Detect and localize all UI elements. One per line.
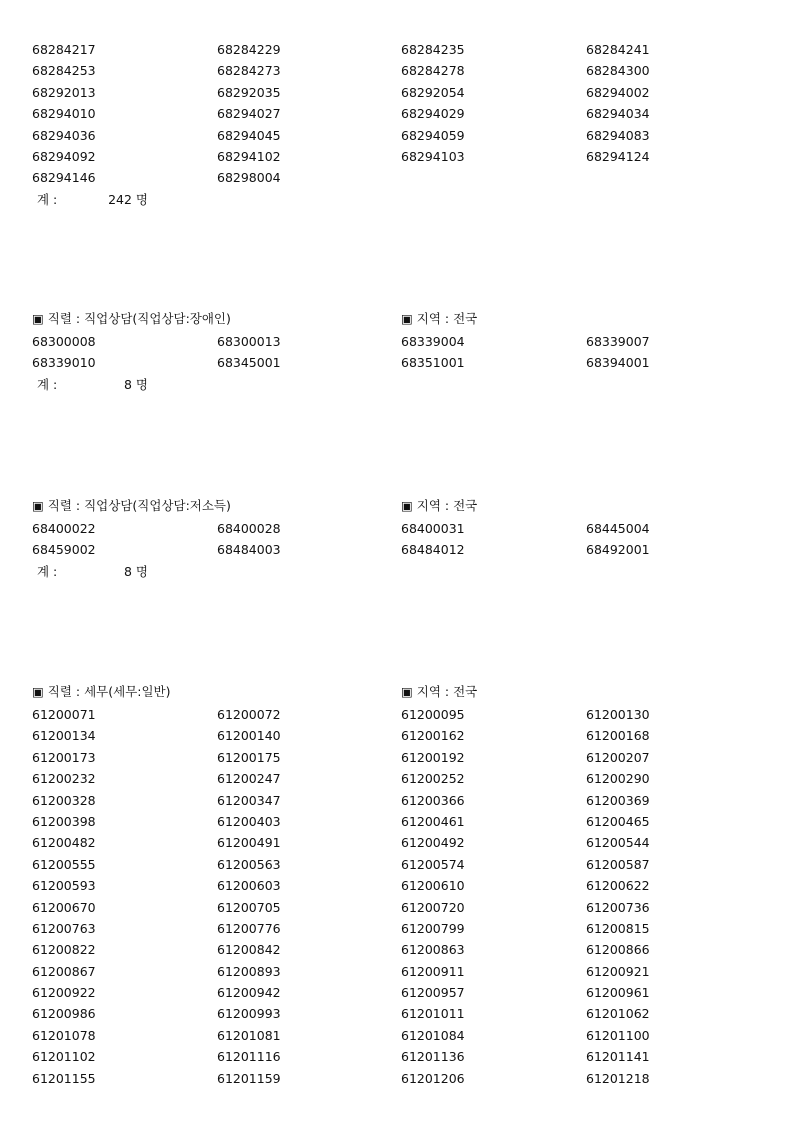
code-cell: 61200799 xyxy=(401,920,465,936)
code-cell: 61200232 xyxy=(32,771,96,787)
code-cell: 68445004 xyxy=(586,521,650,536)
total-row xyxy=(0,374,793,395)
table-row xyxy=(0,167,793,188)
code-cell: 61200162 xyxy=(401,728,465,744)
code-list xyxy=(0,331,793,374)
code-cell: 61200776 xyxy=(217,920,281,936)
code-cell: 68284300 xyxy=(586,63,650,79)
code-cell: 61201159 xyxy=(217,1070,281,1086)
code-cell: 68284241 xyxy=(586,42,650,57)
code-cell: 68284235 xyxy=(401,42,465,57)
code-cell: 61200911 xyxy=(401,963,465,979)
code-cell: 61200705 xyxy=(217,899,281,915)
code-cell: 61200134 xyxy=(32,728,96,744)
code-cell: 61200140 xyxy=(217,728,281,744)
code-cell: 61200072 xyxy=(217,707,281,722)
code-cell: 68294103 xyxy=(401,148,465,164)
total-row xyxy=(0,189,793,210)
code-cell: 61201116 xyxy=(217,1049,281,1065)
code-cell: 61200461 xyxy=(401,813,465,829)
code-cell: 68400022 xyxy=(32,521,96,536)
code-cell: 61200403 xyxy=(217,813,281,829)
code-cell: 61200095 xyxy=(401,707,465,722)
code-cell: 61200247 xyxy=(217,771,281,787)
code-cell: 61200863 xyxy=(401,942,465,958)
code-cell: 61200168 xyxy=(586,728,650,744)
code-list xyxy=(0,39,793,189)
code-cell: 61200544 xyxy=(586,835,650,851)
category-label: ▣ 직렬 : 직업상담(직업상담:저소득) xyxy=(32,498,231,513)
code-cell: 68294045 xyxy=(217,127,281,143)
code-cell: 61201011 xyxy=(401,1006,465,1022)
code-cell: 68294027 xyxy=(217,106,281,122)
code-cell: 61200720 xyxy=(401,899,465,915)
table-row xyxy=(0,82,793,103)
code-cell: 68294146 xyxy=(32,170,96,186)
code-cell: 68345001 xyxy=(217,355,281,371)
total-label: 계 : xyxy=(37,191,58,207)
section-header xyxy=(0,680,793,704)
table-row xyxy=(0,982,793,1003)
code-cell: 68484012 xyxy=(401,542,465,558)
code-cell: 61200366 xyxy=(401,792,465,808)
code-cell: 68394001 xyxy=(586,355,650,371)
category-label: ▣ 직렬 : 직업상담(직업상담:장애인) xyxy=(32,311,231,326)
code-cell: 68339004 xyxy=(401,334,465,349)
code-cell: 68294124 xyxy=(586,148,650,164)
code-cell: 68294010 xyxy=(32,106,96,122)
code-cell: 61201081 xyxy=(217,1027,281,1043)
code-cell: 61200961 xyxy=(586,985,650,1001)
code-cell: 61200207 xyxy=(586,749,650,765)
code-cell: 61201155 xyxy=(32,1070,96,1086)
code-cell: 68339007 xyxy=(586,334,650,349)
result-section-continued xyxy=(0,39,793,210)
code-cell: 61200071 xyxy=(32,707,96,722)
code-cell: 61200130 xyxy=(586,707,650,722)
table-row xyxy=(0,790,793,811)
code-cell: 61200893 xyxy=(217,963,281,979)
code-cell: 68351001 xyxy=(401,355,465,371)
table-row xyxy=(0,875,793,896)
code-cell: 61200482 xyxy=(32,835,96,851)
table-row xyxy=(0,811,793,832)
code-cell: 61200192 xyxy=(401,749,465,765)
code-cell: 61200175 xyxy=(217,749,281,765)
table-row xyxy=(0,146,793,167)
result-section-counseling-lowincome xyxy=(0,494,793,582)
table-row xyxy=(0,39,793,60)
table-row xyxy=(0,1003,793,1024)
code-cell: 61200815 xyxy=(586,920,650,936)
code-cell: 68459002 xyxy=(32,542,96,558)
code-cell: 61200574 xyxy=(401,856,465,872)
code-cell: 61201100 xyxy=(586,1027,650,1043)
code-cell: 61200593 xyxy=(32,878,96,894)
table-row xyxy=(0,1025,793,1046)
table-row xyxy=(0,918,793,939)
total-count: 8 명 xyxy=(123,563,148,579)
code-cell: 68284217 xyxy=(32,42,96,57)
code-cell: 68294002 xyxy=(586,84,650,100)
code-cell: 61200290 xyxy=(586,771,650,787)
code-cell: 61200866 xyxy=(586,942,650,958)
section-header xyxy=(0,307,793,331)
table-row xyxy=(0,539,793,560)
result-section-tax-general xyxy=(0,680,793,1089)
code-cell: 61200867 xyxy=(32,963,96,979)
code-cell: 68294059 xyxy=(401,127,465,143)
code-cell: 68292013 xyxy=(32,84,96,100)
code-cell: 61200670 xyxy=(32,899,96,915)
section-header xyxy=(0,494,793,518)
region-label: ▣ 지역 : 전국 xyxy=(401,684,478,699)
region-label: ▣ 지역 : 전국 xyxy=(401,311,478,326)
region-label: ▣ 지역 : 전국 xyxy=(401,498,478,513)
code-cell: 61200603 xyxy=(217,878,281,894)
code-cell: 61200398 xyxy=(32,813,96,829)
code-cell: 68294092 xyxy=(32,148,96,164)
code-cell: 61200822 xyxy=(32,942,96,958)
table-row xyxy=(0,518,793,539)
code-cell: 61200922 xyxy=(32,985,96,1001)
code-cell: 68484003 xyxy=(217,542,281,558)
code-list xyxy=(0,518,793,561)
code-cell: 61200957 xyxy=(401,985,465,1001)
code-cell: 61200173 xyxy=(32,749,96,765)
table-row xyxy=(0,768,793,789)
code-cell: 61200986 xyxy=(32,1006,96,1022)
code-cell: 61200328 xyxy=(32,792,96,808)
table-row xyxy=(0,961,793,982)
code-cell: 68339010 xyxy=(32,355,96,371)
code-cell: 61200610 xyxy=(401,878,465,894)
code-cell: 68294083 xyxy=(586,127,650,143)
code-cell: 61200491 xyxy=(217,835,281,851)
code-cell: 68492001 xyxy=(586,542,650,558)
code-cell: 68284273 xyxy=(217,63,281,79)
code-cell: 68292054 xyxy=(401,84,465,100)
code-cell: 61200252 xyxy=(401,771,465,787)
table-row xyxy=(0,1068,793,1089)
code-cell: 61200465 xyxy=(586,813,650,829)
code-cell: 61200555 xyxy=(32,856,96,872)
code-cell: 61200736 xyxy=(586,899,650,915)
table-row xyxy=(0,747,793,768)
code-cell: 61200622 xyxy=(586,878,650,894)
code-cell: 61200492 xyxy=(401,835,465,851)
code-cell: 68300008 xyxy=(32,334,96,349)
code-cell: 61201102 xyxy=(32,1049,96,1065)
table-row xyxy=(0,939,793,960)
code-cell: 61200921 xyxy=(586,963,650,979)
code-cell: 61200993 xyxy=(217,1006,281,1022)
code-cell: 68298004 xyxy=(217,170,281,186)
total-count: 242 명 xyxy=(108,191,148,207)
total-label: 계 : xyxy=(37,563,58,579)
table-row xyxy=(0,1046,793,1067)
code-cell: 61201136 xyxy=(401,1049,465,1065)
code-list xyxy=(0,704,793,1089)
table-row xyxy=(0,60,793,81)
code-cell: 68294034 xyxy=(586,106,650,122)
code-cell: 68284229 xyxy=(217,42,281,57)
code-cell: 61200347 xyxy=(217,792,281,808)
table-row xyxy=(0,832,793,853)
code-cell: 61200563 xyxy=(217,856,281,872)
table-row xyxy=(0,125,793,146)
table-row xyxy=(0,854,793,875)
total-row xyxy=(0,561,793,582)
total-count: 8 명 xyxy=(123,376,148,392)
code-cell: 61200587 xyxy=(586,856,650,872)
code-cell: 68294036 xyxy=(32,127,96,143)
code-cell: 68284278 xyxy=(401,63,465,79)
code-cell: 61200369 xyxy=(586,792,650,808)
code-cell: 68294102 xyxy=(217,148,281,164)
code-cell: 61200763 xyxy=(32,920,96,936)
result-section-counseling-disabled xyxy=(0,307,793,395)
table-row xyxy=(0,704,793,725)
code-cell: 68400028 xyxy=(217,521,281,536)
code-cell: 61201206 xyxy=(401,1070,465,1086)
code-cell: 61201218 xyxy=(586,1070,650,1086)
code-cell: 68400031 xyxy=(401,521,465,536)
table-row xyxy=(0,103,793,124)
code-cell: 61200842 xyxy=(217,942,281,958)
code-cell: 68294029 xyxy=(401,106,465,122)
code-cell: 61200942 xyxy=(217,985,281,1001)
code-cell: 61201062 xyxy=(586,1006,650,1022)
code-cell: 68292035 xyxy=(217,84,281,100)
code-cell: 61201078 xyxy=(32,1027,96,1043)
code-cell: 68284253 xyxy=(32,63,96,79)
table-row xyxy=(0,331,793,352)
table-row xyxy=(0,725,793,746)
code-cell: 61201141 xyxy=(586,1049,650,1065)
table-row xyxy=(0,897,793,918)
table-row xyxy=(0,352,793,373)
code-cell: 61201084 xyxy=(401,1027,465,1043)
category-label: ▣ 직렬 : 세무(세무:일반) xyxy=(32,684,171,699)
total-label: 계 : xyxy=(37,376,58,392)
code-cell: 68300013 xyxy=(217,334,281,349)
